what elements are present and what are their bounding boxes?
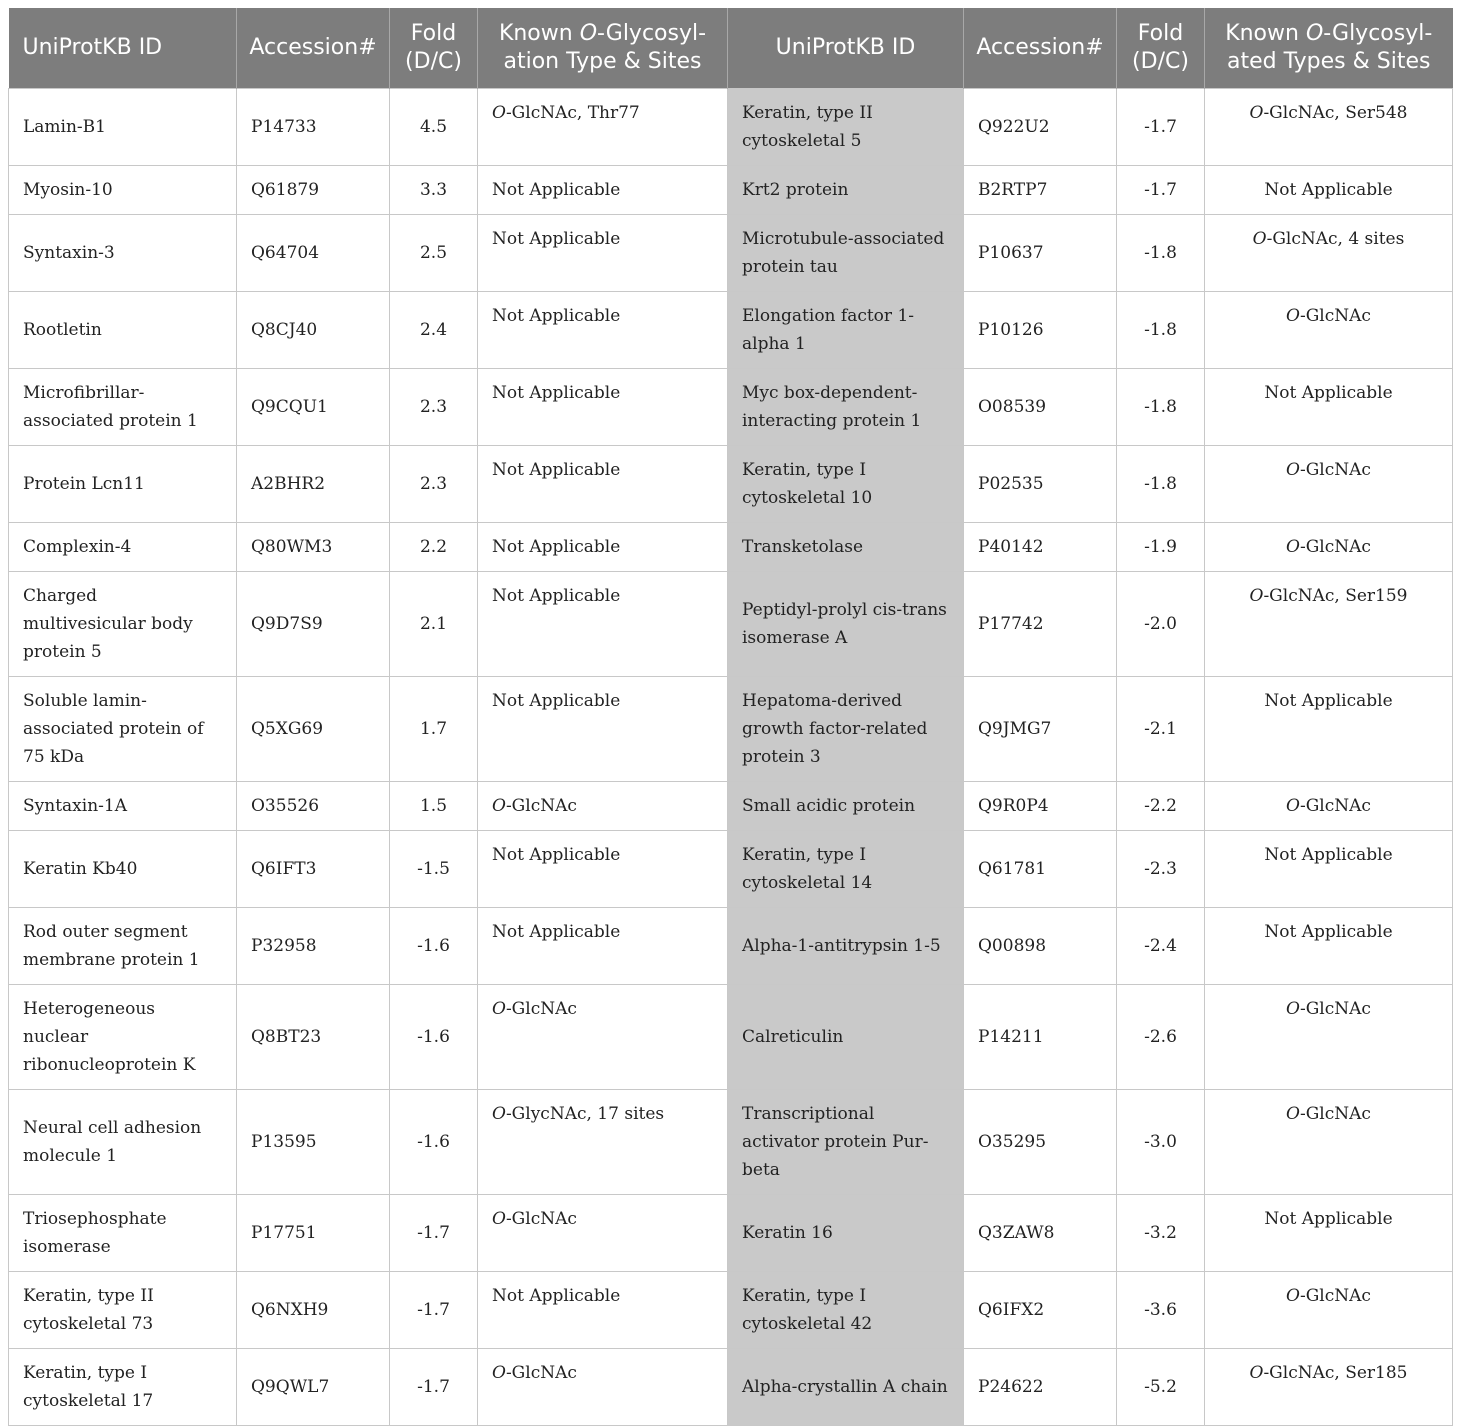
fold-cell: -2.1 — [1117, 677, 1205, 782]
glyco-text: -GlcNAc, 4 sites — [1266, 229, 1405, 249]
table-row — [9, 215, 1453, 292]
fold-cell: -3.2 — [1117, 1195, 1205, 1272]
column-header — [237, 8, 390, 89]
fold-cell: -1.7 — [390, 1195, 478, 1272]
accession-cell: Q6IFX2 — [964, 1272, 1117, 1349]
glyco-prefix: O — [1286, 460, 1300, 480]
column-header-label-post: -Glycosyl-ation Type & Sites — [503, 21, 707, 74]
column-header-label: UniProtKB ID — [775, 35, 916, 60]
fold-cell: -1.7 — [1117, 89, 1205, 166]
fold-cell: 2.4 — [390, 292, 478, 369]
glyco-text: -GlcNAc — [1299, 999, 1371, 1019]
glyco-prefix: O — [492, 1209, 506, 1229]
column-header — [9, 8, 237, 89]
glycosylation-cell — [1205, 1195, 1453, 1272]
glycosylation-cell — [478, 572, 728, 677]
column-header — [1117, 8, 1205, 89]
protein-name-cell: Rod outer segment membrane protein 1 — [9, 908, 237, 985]
fold-cell: -2.3 — [1117, 831, 1205, 908]
glyco-text: Not Applicable — [492, 460, 621, 480]
column-header-label: Fold (D/C) — [1132, 21, 1189, 74]
fold-cell: -1.8 — [1117, 215, 1205, 292]
glycosylation-cell — [1205, 89, 1453, 166]
glycosylation-cell — [1205, 1349, 1453, 1426]
glycosylation-cell — [478, 908, 728, 985]
protein-name-cell: Charged multivesicular body protein 5 — [9, 572, 237, 677]
accession-cell: Q64704 — [237, 215, 390, 292]
glycosylation-cell — [478, 985, 728, 1090]
protein-name-cell: Hepatoma-derived growth factor-related protein 3 — [728, 677, 964, 782]
glyco-prefix: O — [1286, 537, 1300, 557]
glycosylation-cell — [478, 215, 728, 292]
protein-name-cell: Transcriptional activator protein Pur-beta — [728, 1090, 964, 1195]
glyco-prefix: O — [492, 103, 506, 123]
protein-name-cell: Transketolase — [728, 523, 964, 572]
accession-cell: Q9CQU1 — [237, 369, 390, 446]
table-body — [9, 89, 1453, 1426]
column-header-label: Accession# — [249, 35, 377, 60]
glyco-text: -GlcNAc — [1299, 1104, 1371, 1124]
protein-name-cell: Elongation factor 1-alpha 1 — [728, 292, 964, 369]
accession-cell: P24622 — [964, 1349, 1117, 1426]
glyco-prefix: O — [1286, 796, 1300, 816]
column-header — [964, 8, 1117, 89]
glycosylation-cell — [478, 292, 728, 369]
glycosylation-cell — [1205, 677, 1453, 782]
accession-cell: Q9JMG7 — [964, 677, 1117, 782]
glycosylation-cell — [1205, 782, 1453, 831]
glyco-text: -GlcNAc — [505, 796, 577, 816]
protein-name-cell: Heterogeneous nuclear ribonucleoprotein K — [9, 985, 237, 1090]
glyco-prefix: O — [1252, 229, 1267, 249]
glyco-text: Not Applicable — [492, 229, 621, 249]
fold-cell: -1.6 — [390, 1090, 478, 1195]
protein-name-cell: Myc box-dependent-interacting protein 1 — [728, 369, 964, 446]
accession-cell: Q00898 — [964, 908, 1117, 985]
glyco-text: -GlcNAc — [1299, 537, 1371, 557]
fold-cell: -1.7 — [1117, 166, 1205, 215]
table-header — [9, 8, 1453, 89]
glycosylation-cell — [478, 523, 728, 572]
glycosylation-cell — [1205, 831, 1453, 908]
column-header-label-it: O — [579, 21, 598, 46]
glyco-text: -GlcNAc — [505, 1363, 577, 1383]
accession-cell: P13595 — [237, 1090, 390, 1195]
table-row — [9, 292, 1453, 369]
glyco-prefix: O — [492, 1104, 506, 1124]
fold-cell: -2.0 — [1117, 572, 1205, 677]
protein-name-cell: Keratin, type I cytoskeletal 42 — [728, 1272, 964, 1349]
fold-cell: 2.2 — [390, 523, 478, 572]
accession-cell: P14211 — [964, 985, 1117, 1090]
glycosylation-cell — [1205, 166, 1453, 215]
glyco-text: Not Applicable — [492, 1286, 621, 1306]
glyco-text: -GlcNAc, Ser159 — [1263, 586, 1408, 606]
glycosylation-cell — [1205, 572, 1453, 677]
glyco-text: -GlcNAc — [505, 999, 577, 1019]
fold-cell: -1.8 — [1117, 292, 1205, 369]
protein-name-cell: Protein Lcn11 — [9, 446, 237, 523]
column-header — [390, 8, 478, 89]
table-row — [9, 1272, 1453, 1349]
glycosylation-cell — [478, 166, 728, 215]
table-row — [9, 523, 1453, 572]
protein-name-cell: Keratin, type I cytoskeletal 17 — [9, 1349, 237, 1426]
glycosylation-cell — [1205, 369, 1453, 446]
protein-name-cell: Syntaxin-3 — [9, 215, 237, 292]
glyco-prefix: O — [1286, 1104, 1300, 1124]
protein-name-cell: Soluble lamin-associated protein of 75 kDa — [9, 677, 237, 782]
accession-cell: Q6NXH9 — [237, 1272, 390, 1349]
glyco-text: -GlcNAc — [505, 1209, 577, 1229]
protein-name-cell: Peptidyl-prolyl cis-trans isomerase A — [728, 572, 964, 677]
fold-cell: -2.2 — [1117, 782, 1205, 831]
fold-cell: -1.5 — [390, 831, 478, 908]
protein-name-cell: Keratin 16 — [728, 1195, 964, 1272]
glycosylation-cell — [478, 831, 728, 908]
glyco-text: -GlcNAc — [1299, 1286, 1371, 1306]
fold-cell: 2.5 — [390, 215, 478, 292]
glyco-prefix: O — [1286, 999, 1300, 1019]
glycosylation-cell — [1205, 985, 1453, 1090]
glyco-prefix: O — [1249, 1363, 1264, 1383]
glyco-text: Not Applicable — [1264, 691, 1393, 711]
accession-cell: O08539 — [964, 369, 1117, 446]
glycosylation-cell — [478, 1195, 728, 1272]
glycosylation-cell — [1205, 215, 1453, 292]
column-header — [478, 8, 728, 89]
accession-cell: Q61879 — [237, 166, 390, 215]
glycosylation-cell — [478, 446, 728, 523]
glyco-prefix: O — [1249, 586, 1264, 606]
fold-cell: 4.5 — [390, 89, 478, 166]
glyco-text: Not Applicable — [492, 922, 621, 942]
protein-name-cell: Syntaxin-1A — [9, 782, 237, 831]
fold-cell: -1.8 — [1117, 369, 1205, 446]
accession-cell: P17742 — [964, 572, 1117, 677]
protein-name-cell: Keratin, type I cytoskeletal 10 — [728, 446, 964, 523]
protein-name-cell: Keratin, type I cytoskeletal 14 — [728, 831, 964, 908]
column-header-label-it: O — [1305, 21, 1324, 46]
table-row — [9, 782, 1453, 831]
table-row — [9, 166, 1453, 215]
glyco-text: -GlcNAc — [1299, 306, 1371, 326]
glyco-text: -GlcNAc — [1299, 796, 1371, 816]
glyco-prefix: O — [1249, 103, 1264, 123]
table-row — [9, 572, 1453, 677]
column-header-label-post: -Glycosyl-ated Types & Sites — [1227, 21, 1433, 74]
table-row — [9, 1349, 1453, 1426]
protein-name-cell: Krt2 protein — [728, 166, 964, 215]
fold-cell: -1.6 — [390, 908, 478, 985]
column-header — [1205, 8, 1453, 89]
column-header-label-pre: Known — [1225, 21, 1306, 46]
glyco-prefix: O — [492, 1363, 506, 1383]
glyco-text: Not Applicable — [492, 586, 621, 606]
fold-cell: -1.7 — [390, 1272, 478, 1349]
protein-name-cell: Microfibrillar-associated protein 1 — [9, 369, 237, 446]
glycosylation-cell — [478, 677, 728, 782]
glyco-text: -GlcNAc — [1299, 460, 1371, 480]
fold-cell: -3.0 — [1117, 1090, 1205, 1195]
fold-cell: 2.3 — [390, 369, 478, 446]
glyco-text: Not Applicable — [492, 180, 621, 200]
glyco-text: Not Applicable — [1264, 845, 1393, 865]
protein-name-cell: Microtubule-associated protein tau — [728, 215, 964, 292]
glycosylation-cell — [478, 1090, 728, 1195]
accession-cell: Q9R0P4 — [964, 782, 1117, 831]
glyco-text: Not Applicable — [492, 537, 621, 557]
fold-cell: -5.2 — [1117, 1349, 1205, 1426]
accession-cell: Q8BT23 — [237, 985, 390, 1090]
protein-name-cell: Neural cell adhesion molecule 1 — [9, 1090, 237, 1195]
glyco-text: -GlycNAc, 17 sites — [505, 1104, 665, 1124]
accession-cell: Q922U2 — [964, 89, 1117, 166]
glyco-prefix: O — [492, 999, 506, 1019]
accession-cell: B2RTP7 — [964, 166, 1117, 215]
accession-cell: Q8CJ40 — [237, 292, 390, 369]
fold-cell: -1.8 — [1117, 446, 1205, 523]
glyco-text: Not Applicable — [492, 845, 621, 865]
glycosylation-cell — [1205, 292, 1453, 369]
accession-cell: Q6IFT3 — [237, 831, 390, 908]
table-row — [9, 446, 1453, 523]
fold-cell: -1.9 — [1117, 523, 1205, 572]
accession-cell: Q80WM3 — [237, 523, 390, 572]
fold-cell: 1.5 — [390, 782, 478, 831]
column-header-label: Fold (D/C) — [405, 21, 462, 74]
table-row — [9, 677, 1453, 782]
fold-cell: 2.1 — [390, 572, 478, 677]
glycosylation-cell — [1205, 908, 1453, 985]
glycosylation-cell — [1205, 1090, 1453, 1195]
accession-cell: Q5XG69 — [237, 677, 390, 782]
accession-cell: O35295 — [964, 1090, 1117, 1195]
glycosylation-cell — [478, 89, 728, 166]
accession-cell: P10126 — [964, 292, 1117, 369]
header-row — [9, 8, 1453, 89]
fold-cell: -1.7 — [390, 1349, 478, 1426]
fold-cell: -2.6 — [1117, 985, 1205, 1090]
accession-cell: Q9D7S9 — [237, 572, 390, 677]
protein-name-cell: Myosin-10 — [9, 166, 237, 215]
column-header-label: UniProtKB ID — [22, 35, 163, 60]
glyco-prefix: O — [1286, 306, 1300, 326]
accession-cell: P02535 — [964, 446, 1117, 523]
glyco-text: Not Applicable — [1264, 922, 1393, 942]
fold-cell: -3.6 — [1117, 1272, 1205, 1349]
glyco-text: Not Applicable — [1264, 180, 1393, 200]
glycosylation-cell — [478, 1272, 728, 1349]
column-header-label-pre: Known — [498, 21, 580, 46]
glyco-text: Not Applicable — [492, 383, 621, 403]
accession-cell: P10637 — [964, 215, 1117, 292]
protein-name-cell: Triosephosphate isomerase — [9, 1195, 237, 1272]
protein-name-cell: Complexin-4 — [9, 523, 237, 572]
fold-cell: 3.3 — [390, 166, 478, 215]
fold-cell: -1.6 — [390, 985, 478, 1090]
accession-cell: Q3ZAW8 — [964, 1195, 1117, 1272]
glycosylation-cell — [478, 369, 728, 446]
glyco-prefix: O — [492, 796, 506, 816]
accession-cell: P32958 — [237, 908, 390, 985]
protein-name-cell: Keratin Kb40 — [9, 831, 237, 908]
table-row — [9, 89, 1453, 166]
glyco-text: Not Applicable — [1264, 1209, 1393, 1229]
accession-cell: O35526 — [237, 782, 390, 831]
protein-name-cell: Alpha-crystallin A chain — [728, 1349, 964, 1426]
protein-name-cell: Calreticulin — [728, 985, 964, 1090]
accession-cell: P17751 — [237, 1195, 390, 1272]
protein-name-cell: Small acidic protein — [728, 782, 964, 831]
table-row — [9, 985, 1453, 1090]
glyco-text: Not Applicable — [1264, 383, 1393, 403]
glycosylation-cell — [1205, 446, 1453, 523]
accession-cell: P14733 — [237, 89, 390, 166]
protein-name-cell: Keratin, type II cytoskeletal 5 — [728, 89, 964, 166]
column-header — [728, 8, 964, 89]
table-row — [9, 831, 1453, 908]
fold-cell: 2.3 — [390, 446, 478, 523]
glycosylation-cell — [478, 782, 728, 831]
table-row — [9, 369, 1453, 446]
glycosylation-cell — [1205, 523, 1453, 572]
protein-name-cell: Alpha-1-antitrypsin 1-5 — [728, 908, 964, 985]
protein-name-cell: Rootletin — [9, 292, 237, 369]
glycosylation-cell — [1205, 1272, 1453, 1349]
accession-cell: A2BHR2 — [237, 446, 390, 523]
accession-cell: Q61781 — [964, 831, 1117, 908]
glyco-text: -GlcNAc, Thr77 — [505, 103, 640, 123]
column-header-label: Accession# — [976, 35, 1104, 60]
table-row — [9, 908, 1453, 985]
glyco-text: -GlcNAc, Ser548 — [1263, 103, 1408, 123]
table-row — [9, 1195, 1453, 1272]
table-row — [9, 1090, 1453, 1195]
glyco-text: Not Applicable — [492, 691, 621, 711]
glyco-text: Not Applicable — [492, 306, 621, 326]
fold-cell: 1.7 — [390, 677, 478, 782]
accession-cell: Q9QWL7 — [237, 1349, 390, 1426]
glyco-prefix: O — [1286, 1286, 1300, 1306]
glyco-text: -GlcNAc, Ser185 — [1263, 1363, 1408, 1383]
protein-name-cell: Lamin-B1 — [9, 89, 237, 166]
accession-cell: P40142 — [964, 523, 1117, 572]
glycosylation-cell — [478, 1349, 728, 1426]
fold-cell: -2.4 — [1117, 908, 1205, 985]
protein-table — [8, 8, 1453, 1426]
protein-name-cell: Keratin, type II cytoskeletal 73 — [9, 1272, 237, 1349]
